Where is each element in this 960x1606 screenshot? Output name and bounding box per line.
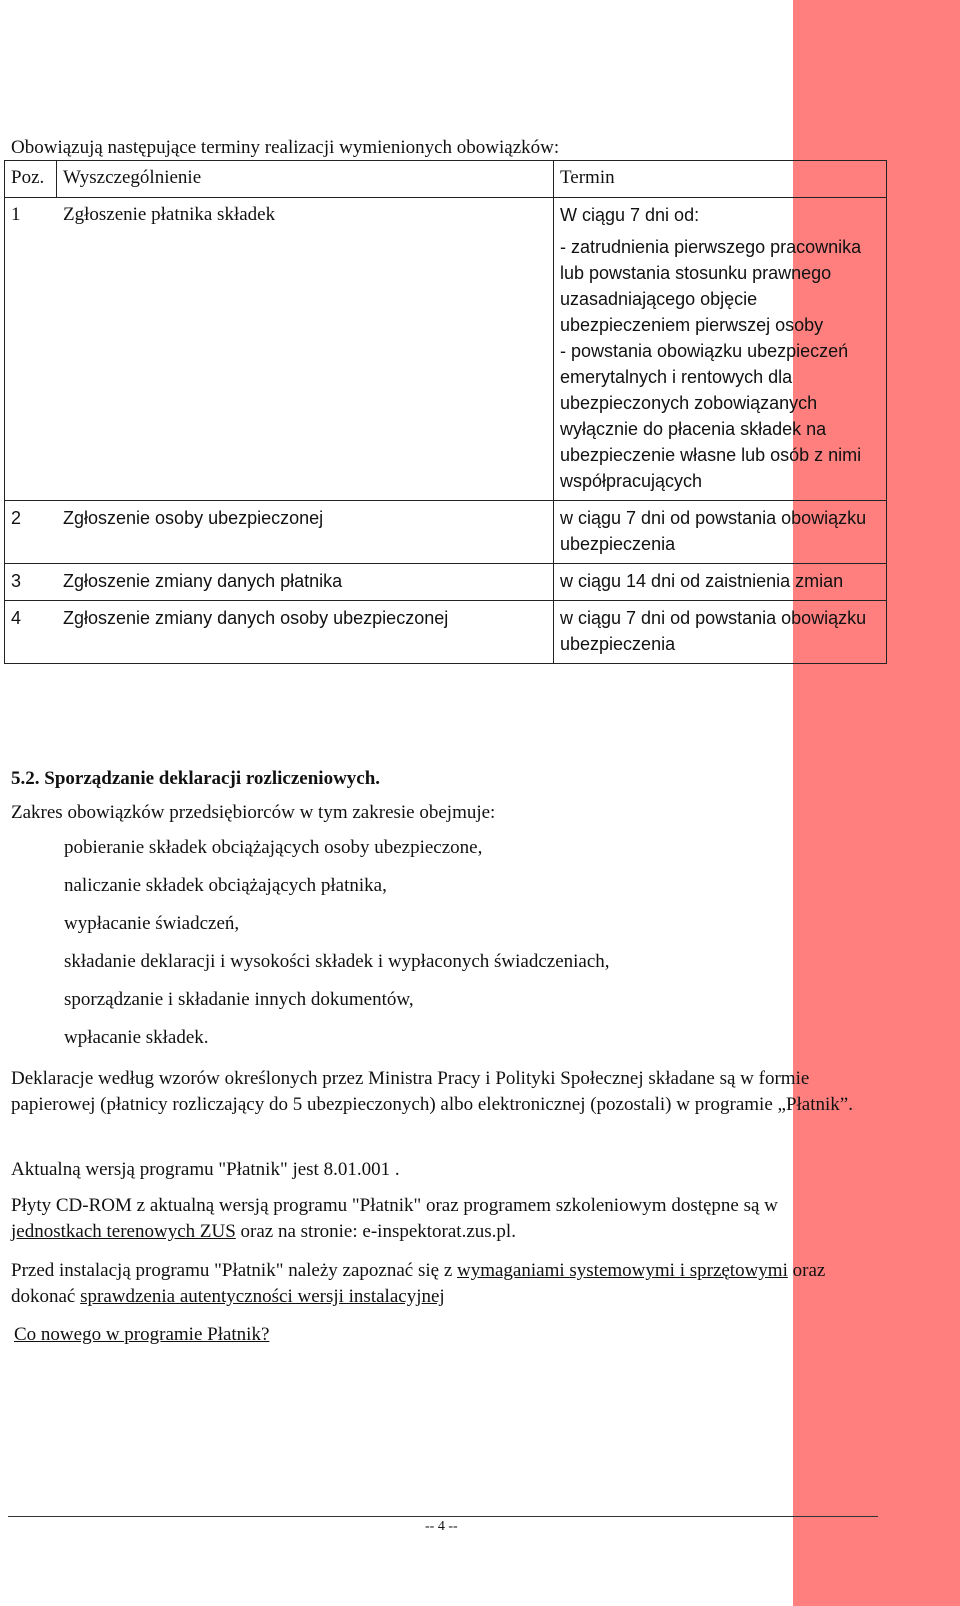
header-no: Poz. xyxy=(5,161,57,198)
row-deadline: w ciągu 7 dni od powstania obowiązku ubezpieczenia xyxy=(560,608,867,654)
cdrom-text-after: oraz na stronie: e-inspektorat.zus.pl. xyxy=(235,1221,516,1242)
cdrom-text-before: Płyty CD-ROM z aktualną wersją programu "Płatnik" oraz programem szkoleniowym dostępne są w xyxy=(11,1195,778,1216)
header-description: Wyszczególnienie xyxy=(57,161,554,198)
duties-list xyxy=(64,835,610,1063)
page-number: -- 4 -- xyxy=(425,1519,458,1534)
row-number: 2 xyxy=(11,508,22,528)
intro-text: Obowiązują następujące terminy realizacji wymienionych obowiązków: xyxy=(11,137,560,158)
table-row xyxy=(5,601,887,664)
list-item: wypłacanie świadczeń, xyxy=(64,913,240,934)
list-item: pobieranie składek obciążających osoby ubezpieczone, xyxy=(64,837,483,858)
row-description-cell xyxy=(5,198,554,501)
declarations-paragraph: Deklaracje według wzorów określonych przez Ministra Pracy i Polityki Społecznej składane są w formie papierowej (płatnicy rozliczający do 5 ubezpieczonych) albo elektronicznej (pozostali) w programie „Płatnik”. xyxy=(11,1068,853,1115)
installation-text-before: Przed instalacją programu "Płatnik" należy zapoznać się z xyxy=(11,1260,457,1281)
table-row xyxy=(5,564,887,601)
whats-new-paragraph xyxy=(14,1322,874,1348)
whats-new-link[interactable]: Co nowego w programie Płatnik? xyxy=(14,1324,270,1345)
row-number: 1 xyxy=(11,204,21,225)
table-row xyxy=(5,501,887,564)
row-number: 4 xyxy=(11,608,22,628)
row-deadline: W ciągu 7 dni od: xyxy=(560,205,700,225)
row-deadline-cell xyxy=(554,501,887,564)
section-heading: 5.2. Sporządzanie deklaracji rozliczeniowych. xyxy=(11,768,381,789)
table-header-row xyxy=(5,161,887,198)
row-description-cell xyxy=(5,564,554,601)
row-number: 3 xyxy=(11,571,22,591)
cdrom-paragraph xyxy=(11,1193,871,1245)
row-description: Zgłoszenie zmiany danych osoby ubezpieczonej xyxy=(63,608,449,628)
version-paragraph: Aktualną wersją programu "Płatnik" jest 8.01.001 . xyxy=(11,1159,400,1180)
row-deadline: w ciągu 14 dni od zaistnienia zmian xyxy=(560,571,844,591)
list-item: sporządzanie i składanie innych dokumentów, xyxy=(64,989,414,1010)
system-requirements-link[interactable]: wymaganiami systemowymi i sprzętowymi xyxy=(457,1260,788,1281)
installation-text-middle: oraz dokonać xyxy=(11,1260,826,1307)
row-deadline-cell xyxy=(554,564,887,601)
list-item: składanie deklaracji i wysokości składek i wypłaconych świadczeniach, xyxy=(64,951,610,972)
row-description-cell xyxy=(5,501,554,564)
authenticity-check-link[interactable]: sprawdzenia autentyczności wersji instalacyjnej xyxy=(80,1286,445,1307)
row-deadline-sub: - zatrudnienia pierwszego pracownika lub powstania stosunku prawnego uzasadniającego objęcie ubezpieczeniem pierwszej osoby xyxy=(560,237,862,335)
row-description: Zgłoszenie płatnika składek xyxy=(63,204,276,225)
row-deadline-cell xyxy=(554,601,887,664)
scope-intro-text: Zakres obowiązków przedsiębiorców w tym zakresie obejmuje: xyxy=(11,802,496,823)
row-description: Zgłoszenie zmiany danych płatnika xyxy=(63,571,343,591)
list-item: naliczanie składek obciążających płatnika, xyxy=(64,875,387,896)
deadlines-table xyxy=(4,160,887,664)
list-item: wpłacanie składek. xyxy=(64,1027,209,1048)
row-deadline-sub: - powstania obowiązku ubezpieczeń emerytalnych i rentowych dla ubezpieczonych zobowiązanych wyłącznie do płacenia składek na ubezpieczenie własne lub osób z nimi współpracujących xyxy=(560,341,862,491)
row-description-cell xyxy=(5,601,554,664)
zus-units-link[interactable]: jednostkach terenowych ZUS xyxy=(11,1221,236,1242)
header-deadline: Termin xyxy=(554,161,887,198)
row-deadline: w ciągu 7 dni od powstania obowiązku ubezpieczenia xyxy=(560,508,867,554)
installation-paragraph xyxy=(11,1258,871,1310)
table-row xyxy=(5,198,887,501)
row-description: Zgłoszenie osoby ubezpieczonej xyxy=(63,508,324,528)
row-deadline-cell xyxy=(554,198,887,501)
